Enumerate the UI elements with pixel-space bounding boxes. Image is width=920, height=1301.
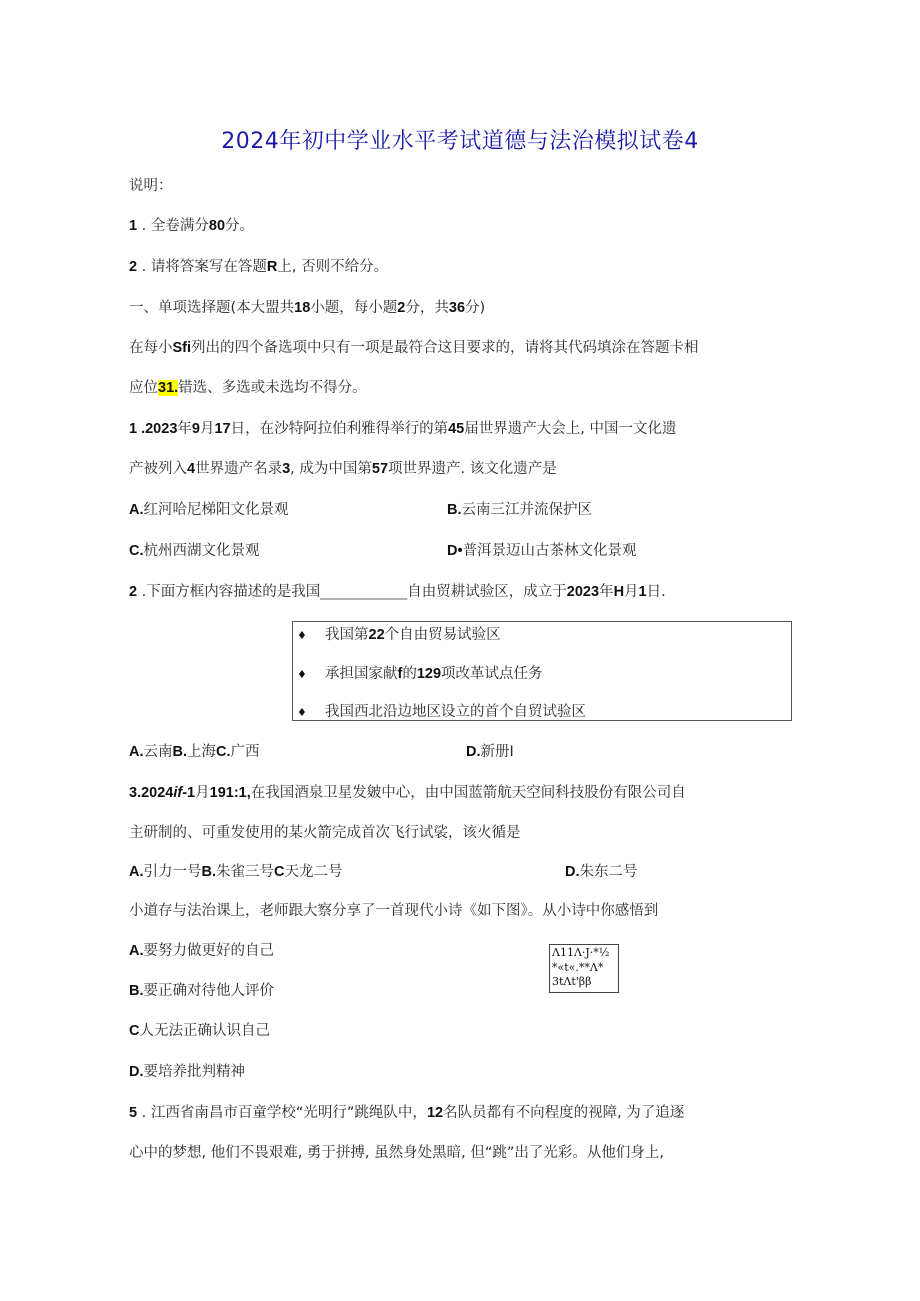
stem-bold: H xyxy=(613,584,625,600)
box-text: 项改革试点任务 xyxy=(441,666,543,682)
option-text: 红河哈尼梯阳文化景观 xyxy=(143,502,289,518)
poem-line: 3tΛt'ββ xyxy=(552,975,592,988)
stem-text: 日，在沙特阿拉伯利雅得举行的第 xyxy=(230,421,449,437)
box-bold: 129 xyxy=(416,666,442,682)
option-text: 新册I xyxy=(480,744,514,760)
stem-text: 日. xyxy=(646,584,666,600)
box-item xyxy=(297,702,586,723)
option-key: B. xyxy=(172,744,187,760)
option-key: D. xyxy=(129,1064,144,1080)
q4-option-d xyxy=(129,1062,245,1082)
option-text: 朱东二号 xyxy=(579,864,638,880)
stem-bold: 4 xyxy=(187,461,196,477)
section-heading xyxy=(129,298,485,318)
q4-option-a xyxy=(129,941,274,961)
instr-bold: Sfi xyxy=(172,340,192,356)
box-text: 我国第 xyxy=(325,627,369,643)
option-key: C xyxy=(274,864,285,880)
option-key: C xyxy=(129,1023,140,1039)
note-number: 1 xyxy=(129,218,138,234)
q3-options-abc xyxy=(129,862,342,882)
note-text: 上, 否则不给分。 xyxy=(277,259,389,275)
stem-text: 项世界遗产. 该文化遗产是 xyxy=(388,461,557,477)
q5-stem-line-2: 心中的梦想, 他们不畏艰难, 勇于拼搏, 虽然身处黑暗, 但“跳”出了光彩。从他们身上, xyxy=(129,1145,665,1161)
q2-info-box xyxy=(292,621,792,721)
heading-text: 一、单项选择题(本大盟共 xyxy=(129,300,295,316)
section-instructions-line-2 xyxy=(129,378,367,398)
option-key: B. xyxy=(447,502,462,518)
heading-text: 分，共 xyxy=(405,300,449,316)
note-text: . 请将答案写在答题 xyxy=(137,259,267,275)
option-key: D. xyxy=(466,744,481,760)
highlighted-text: 31. xyxy=(158,380,179,396)
option-key: A. xyxy=(129,744,144,760)
option-key: A. xyxy=(129,943,144,959)
stem-bold: 2023 xyxy=(566,584,600,600)
stem-text: 世界遗产名录 xyxy=(195,461,283,477)
stem-text: .下面方框内容描述的是我国 xyxy=(137,584,321,600)
heading-bold: 18 xyxy=(294,300,311,316)
option-text: 上海 xyxy=(187,744,216,760)
q2-options-abc xyxy=(129,742,260,762)
q4-option-c xyxy=(129,1021,270,1041)
q4-option-b xyxy=(129,981,274,1001)
option-text: 杭州西湖文化景观 xyxy=(143,543,260,559)
question-number: 2 xyxy=(129,584,138,600)
box-bold: f xyxy=(397,666,403,682)
instr-text: 在每小 xyxy=(129,340,173,356)
diamond-bullet-icon: ♦ xyxy=(297,668,307,681)
note-bold: R xyxy=(266,259,278,275)
option-key: A. xyxy=(129,502,144,518)
box-text: 个自由贸易试验区 xyxy=(384,627,501,643)
heading-bold: 36 xyxy=(448,300,466,316)
option-text: 云南 xyxy=(143,744,173,760)
stem-bold: 9 xyxy=(191,421,200,437)
q1-option-d xyxy=(447,541,637,561)
option-text: 云南三江并流保护区 xyxy=(461,502,592,518)
note-2 xyxy=(129,257,388,277)
notes-label: 说明： xyxy=(129,178,173,194)
q3-option-d xyxy=(565,862,638,882)
option-key: A. xyxy=(129,864,144,880)
stem-text: 名队员都有不向程度的视障, 为了追逐 xyxy=(443,1105,685,1121)
instr-text: 错选、多选或未选均不得分。 xyxy=(178,380,367,396)
diamond-bullet-icon: ♦ xyxy=(297,706,307,719)
option-text: 朱雀三号 xyxy=(216,864,274,880)
q3-stem-line-1 xyxy=(129,783,686,803)
diamond-bullet-icon: ♦ xyxy=(297,629,307,642)
option-text: 广西 xyxy=(230,744,260,760)
poem-line: *«t«.**Λ* xyxy=(552,960,604,974)
stem-text: 届世界遗产大会上, 中国一文化遗 xyxy=(464,421,677,437)
question-number: 1 .2023 xyxy=(129,421,178,437)
note-number: 2 xyxy=(129,259,138,275)
stem-bold: 1 xyxy=(638,584,647,600)
option-text: 人无法正确认识自己 xyxy=(139,1023,270,1039)
option-key: B. xyxy=(129,983,144,999)
stem-text: 月 xyxy=(624,584,639,600)
instr-text: 列出的四个备选项中只有一项是最符合这目要求的，请将其代码填涂在答题卡相 xyxy=(191,340,699,356)
stem-text: 年 xyxy=(599,584,614,600)
q1-stem-line-2 xyxy=(129,459,557,479)
q1-option-c xyxy=(129,541,260,561)
q1-option-a xyxy=(129,500,289,520)
stem-text: 自由贸耕试验区，成立于 xyxy=(407,584,567,600)
stem-bold: if xyxy=(173,785,183,801)
stem-bold: -1 xyxy=(182,785,196,801)
section-instructions-line-1 xyxy=(129,338,699,358)
stem-text: 在我国酒泉卫星发皴中心，由中国蓝箭航天空间科技股份有限公司自 xyxy=(250,785,686,801)
stem-text: 月 xyxy=(199,421,215,437)
note-bold: 80 xyxy=(208,218,226,234)
option-text: 要正确对待他人评价 xyxy=(143,983,274,999)
box-text: 我国西北沿边地区设立的首个自贸试验区 xyxy=(325,704,586,720)
stem-text: , 成为中国第 xyxy=(290,461,372,477)
note-text: . 全卷满分 xyxy=(137,218,209,234)
q1-option-b xyxy=(447,500,592,520)
page-title: 2024年初中学业水平考试道德与法治模拟试卷4 xyxy=(221,129,699,154)
option-key: B. xyxy=(201,864,216,880)
note-1 xyxy=(129,216,254,236)
stem-text: 产被列入 xyxy=(129,461,187,477)
stem-bold: 45 xyxy=(448,421,465,437)
q2-option-d xyxy=(466,742,514,762)
question-number: 3.2024 xyxy=(129,785,174,801)
heading-text: 分) xyxy=(465,300,486,316)
box-item xyxy=(297,664,543,685)
instr-text: 应位 xyxy=(129,380,158,396)
fill-blank: ____________ xyxy=(320,584,408,600)
stem-bold: 191:1, xyxy=(209,785,251,801)
option-key: C. xyxy=(129,543,144,559)
stem-text: 月 xyxy=(195,785,210,801)
note-text: 分。 xyxy=(225,218,255,234)
q5-stem-line-1 xyxy=(129,1103,684,1123)
box-bold: 22 xyxy=(368,627,385,643)
stem-bold: 17 xyxy=(214,421,231,437)
stem-text: . 江西省南昌市百童学校“光明行”跳绳队中， xyxy=(137,1105,427,1121)
option-key: C. xyxy=(216,744,231,760)
option-key: D. xyxy=(565,864,580,880)
stem-bold: 57 xyxy=(371,461,389,477)
box-item xyxy=(297,625,501,646)
q4-stem: 小道存与法治课上，老师跟大察分享了一首现代小诗《如下图》。从小诗中你感悟到 xyxy=(129,903,659,919)
option-key: D• xyxy=(447,543,463,559)
question-number: 5 xyxy=(129,1105,138,1121)
stem-text: 年 xyxy=(177,421,192,437)
q3-stem-line-2: 主研制的、可重发使用的某火箭完成首次飞行试裟，该火循是 xyxy=(129,825,521,841)
box-text: 的 xyxy=(402,666,417,682)
option-text: 要培养批判精神 xyxy=(143,1064,245,1080)
option-text: 普洱景迈山古茶林文化景观 xyxy=(462,543,637,559)
q2-stem xyxy=(129,582,666,602)
poem-line: Λ11Λ·J·*½ xyxy=(552,946,610,959)
box-text: 承担国家献 xyxy=(325,666,398,682)
poem-image-box xyxy=(549,944,619,993)
heading-bold: 2 xyxy=(397,300,406,316)
stem-bold: 12 xyxy=(426,1105,444,1121)
stem-bold: 3 xyxy=(282,461,291,477)
option-text: 引力一号 xyxy=(143,864,202,880)
option-text: 天龙二号 xyxy=(284,864,343,880)
heading-text: 小题，每小题 xyxy=(310,300,398,316)
q1-stem-line-1 xyxy=(129,419,676,439)
option-text: 要努力做更好的自己 xyxy=(143,943,274,959)
